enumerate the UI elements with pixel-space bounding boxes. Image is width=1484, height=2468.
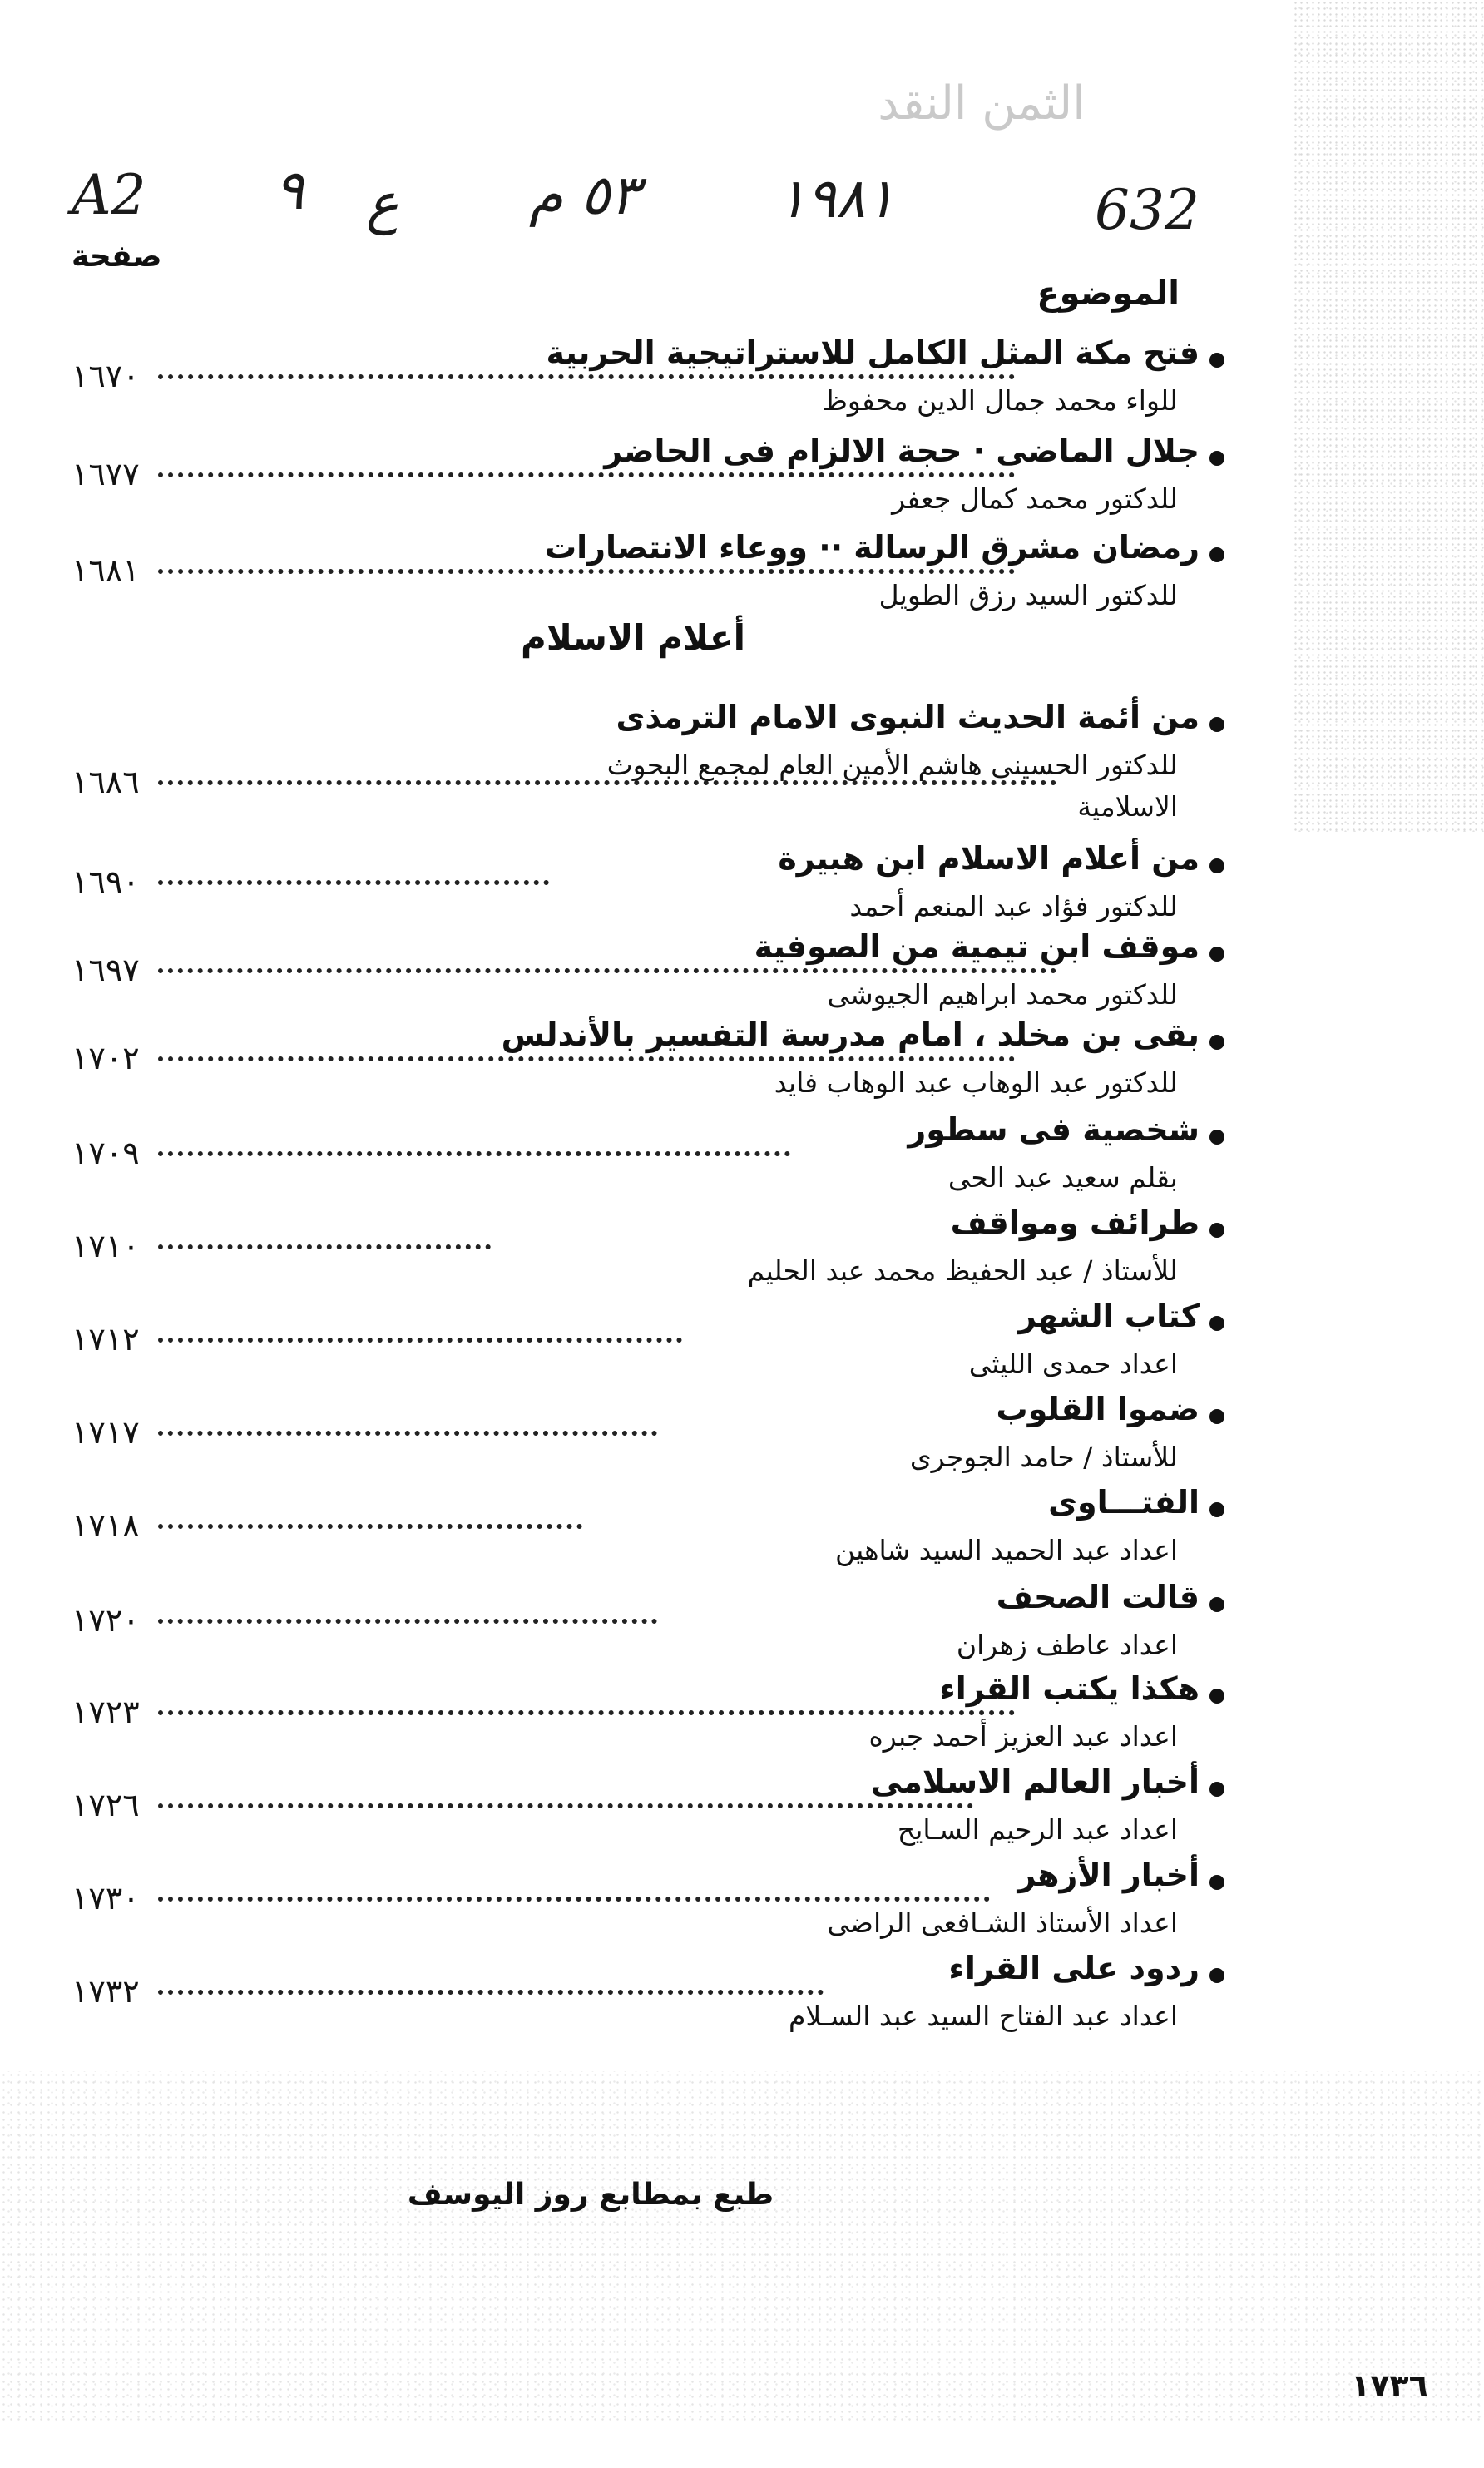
bullet-icon	[1209, 1316, 1224, 1331]
entry-author-continued: الاسلامية	[1077, 790, 1178, 823]
leader-dots	[158, 1619, 657, 1627]
toc-entry	[33, 1391, 1200, 1489]
entry-title: هكذا يكتب القراء	[939, 1670, 1200, 1707]
entry-page-number: ١٦٧٠	[72, 358, 140, 394]
leader-dots	[158, 1244, 491, 1253]
toc-entry	[33, 840, 1200, 938]
printer-credit: طبع بمطابع روز اليوسف	[407, 2178, 774, 2212]
page-column-header: صفحة	[72, 240, 162, 274]
scan-noise-bottom	[0, 2071, 1484, 2421]
toc-entry	[33, 928, 1200, 1026]
leader-dots	[158, 1897, 990, 1905]
bullet-icon	[1209, 858, 1224, 873]
entry-author: اعداد عبد الحميد السيد شاهين	[835, 1534, 1178, 1566]
toc-entry	[33, 1484, 1200, 1582]
leader-dots	[158, 1990, 824, 1998]
leader-dots	[158, 1803, 973, 1812]
entry-author: للدكتور فؤاد عبد المنعم أحمد	[849, 890, 1178, 922]
entry-author: اعداد الأستاذ الشـافعى الراضى	[827, 1907, 1178, 1939]
bullet-icon	[1209, 1409, 1224, 1424]
bullet-icon	[1209, 717, 1224, 732]
bullet-icon	[1209, 1035, 1224, 1050]
handwritten-year: ١٩٨١	[777, 166, 895, 230]
entry-title: طرائف ومواقف	[950, 1204, 1200, 1241]
entry-author: للدكتور السيد رزق الطويل	[878, 579, 1178, 611]
entry-page-number: ١٧٢٣	[72, 1694, 140, 1730]
entry-page-number: ١٧٣٢	[72, 1973, 140, 2010]
scan-noise-right	[1293, 0, 1484, 832]
leader-dots	[158, 1524, 582, 1532]
entry-title: بقى بن مخلد ، امام مدرسة التفسير بالأندلس	[501, 1016, 1200, 1053]
entry-page-number: ١٧٠٢	[72, 1040, 140, 1076]
toc-entry	[33, 699, 1200, 823]
entry-author: اعداد عاطف زهران	[956, 1629, 1178, 1661]
entry-page-number: ١٦٩٠	[72, 863, 140, 900]
leader-dots	[158, 1151, 790, 1160]
leader-dots	[158, 374, 1015, 383]
toc-entry	[33, 1204, 1200, 1303]
entry-page-number: ١٧٢٠	[72, 1602, 140, 1639]
leader-dots	[158, 1338, 682, 1346]
entry-title: رمضان مشرق الرسالة ·· ووعاء الانتصارات	[544, 529, 1200, 566]
entry-author: بقلم سعيد عبد الحى	[947, 1161, 1178, 1194]
entry-author: للدكتور الحسينى هاشم الأمين العام لمجمع البحوث	[606, 749, 1178, 781]
entry-title: موقف ابن تيمية من الصوفية	[754, 928, 1200, 965]
toc-entry	[33, 1111, 1200, 1209]
bullet-icon	[1209, 947, 1224, 962]
entry-author: للدكتور عبد الوهاب عبد الوهاب فايد	[774, 1066, 1178, 1099]
leader-dots	[158, 472, 1015, 481]
entry-author: اعداد حمدى الليثى	[968, 1348, 1178, 1380]
entry-author: اعداد عبد العزيز أحمد جبره	[868, 1720, 1178, 1753]
leader-dots	[158, 569, 1015, 577]
leader-dots	[158, 1431, 657, 1439]
page-number: ١٧٣٦	[1351, 2367, 1428, 2404]
entry-title: أخبار الأزهر	[1017, 1857, 1200, 1893]
bullet-icon	[1209, 353, 1224, 368]
entry-page-number: ١٧١٨	[72, 1507, 140, 1544]
leader-dots	[158, 880, 549, 888]
entry-author: اعداد عبد الرحيم السـايح	[897, 1813, 1178, 1846]
entry-author: للدكتور محمد كمال جعفر	[892, 482, 1178, 515]
entry-page-number: ١٧٠٩	[72, 1135, 140, 1171]
entry-author: للأستاذ / حامد الجوجرى	[909, 1441, 1178, 1473]
bullet-icon	[1209, 451, 1224, 466]
entry-author: للأستاذ / عبد الحفيظ محمد عبد الحليم	[747, 1254, 1178, 1287]
toc-entry	[33, 1298, 1200, 1396]
topic-column-header: الموضوع	[1036, 274, 1180, 313]
leader-dots	[158, 968, 1056, 977]
leader-dots	[158, 1056, 1015, 1065]
entry-page-number: ١٦٩٧	[72, 952, 140, 988]
bullet-icon	[1209, 1597, 1224, 1612]
toc-entry	[33, 1016, 1200, 1115]
entry-title: قالت الصحف	[996, 1579, 1200, 1615]
toc-entry	[33, 1670, 1200, 1768]
bullet-icon	[1209, 1689, 1224, 1704]
entry-page-number: ١٧١٧	[72, 1414, 140, 1451]
leader-dots	[158, 1710, 1015, 1719]
entry-author: اعداد عبد الفتاح السيد عبد السـلام	[788, 2000, 1178, 2032]
handwritten-issue: ٥٣ م	[529, 163, 640, 227]
entry-page-number: ١٦٨٦	[72, 764, 140, 800]
bullet-icon	[1209, 1502, 1224, 1517]
entry-page-number: ١٦٨١	[72, 552, 140, 589]
entry-page-number: ١٧٢٦	[72, 1787, 140, 1823]
toc-entry	[33, 1763, 1200, 1862]
bullet-icon	[1209, 1130, 1224, 1145]
bullet-icon	[1209, 1782, 1224, 1797]
entry-title: من أعلام الاسلام ابن هبيرة	[778, 840, 1200, 877]
bullet-icon	[1209, 1968, 1224, 1983]
toc-entry	[33, 1950, 1200, 2048]
entry-title: من أئمة الحديث النبوى الامام الترمذى	[616, 699, 1200, 735]
entry-page-number: ١٦٧٧	[72, 456, 140, 492]
toc-entry	[33, 433, 1200, 531]
entry-author: للدكتور محمد ابراهيم الجيوشى	[827, 978, 1178, 1011]
entry-author: للواء محمد جمال الدين محفوظ	[822, 384, 1178, 417]
entry-title: فتح مكة المثل الكامل للاستراتيجية الحربية	[546, 334, 1200, 371]
bullet-icon	[1209, 1223, 1224, 1238]
toc-entry	[33, 1857, 1200, 1955]
entry-page-number: ١٧٣٠	[72, 1880, 140, 1917]
handwritten-code: A2	[72, 163, 146, 227]
entry-title: شخصية فى سطور	[908, 1111, 1200, 1148]
bullet-icon	[1209, 1875, 1224, 1890]
entry-title: ردود على القراء	[948, 1950, 1200, 1986]
handwritten-number: ٩	[275, 158, 304, 222]
toc-entry	[33, 1579, 1200, 1677]
section-heading: أعلام الاسلام	[520, 617, 745, 658]
toc-entry	[33, 529, 1200, 627]
handwritten-ref: 632	[1095, 178, 1200, 242]
bullet-icon	[1209, 547, 1224, 562]
entry-title: ضموا القلوب	[996, 1391, 1200, 1427]
entry-title: أخبار العالم الاسلامى	[870, 1763, 1200, 1800]
entry-title: الفتـــاوى	[1048, 1484, 1200, 1521]
toc-entry	[33, 334, 1200, 433]
entry-title: جلال الماضى · حجة الالزام فى الحاضر	[604, 433, 1200, 469]
entry-page-number: ١٧١٢	[72, 1321, 140, 1358]
faint-stamp-text: الثمن النقد	[878, 77, 1086, 131]
handwritten-letter: ع	[366, 171, 399, 235]
leader-dots	[158, 780, 1056, 789]
entry-page-number: ١٧١٠	[72, 1228, 140, 1264]
entry-title: كتاب الشهر	[1018, 1298, 1200, 1334]
